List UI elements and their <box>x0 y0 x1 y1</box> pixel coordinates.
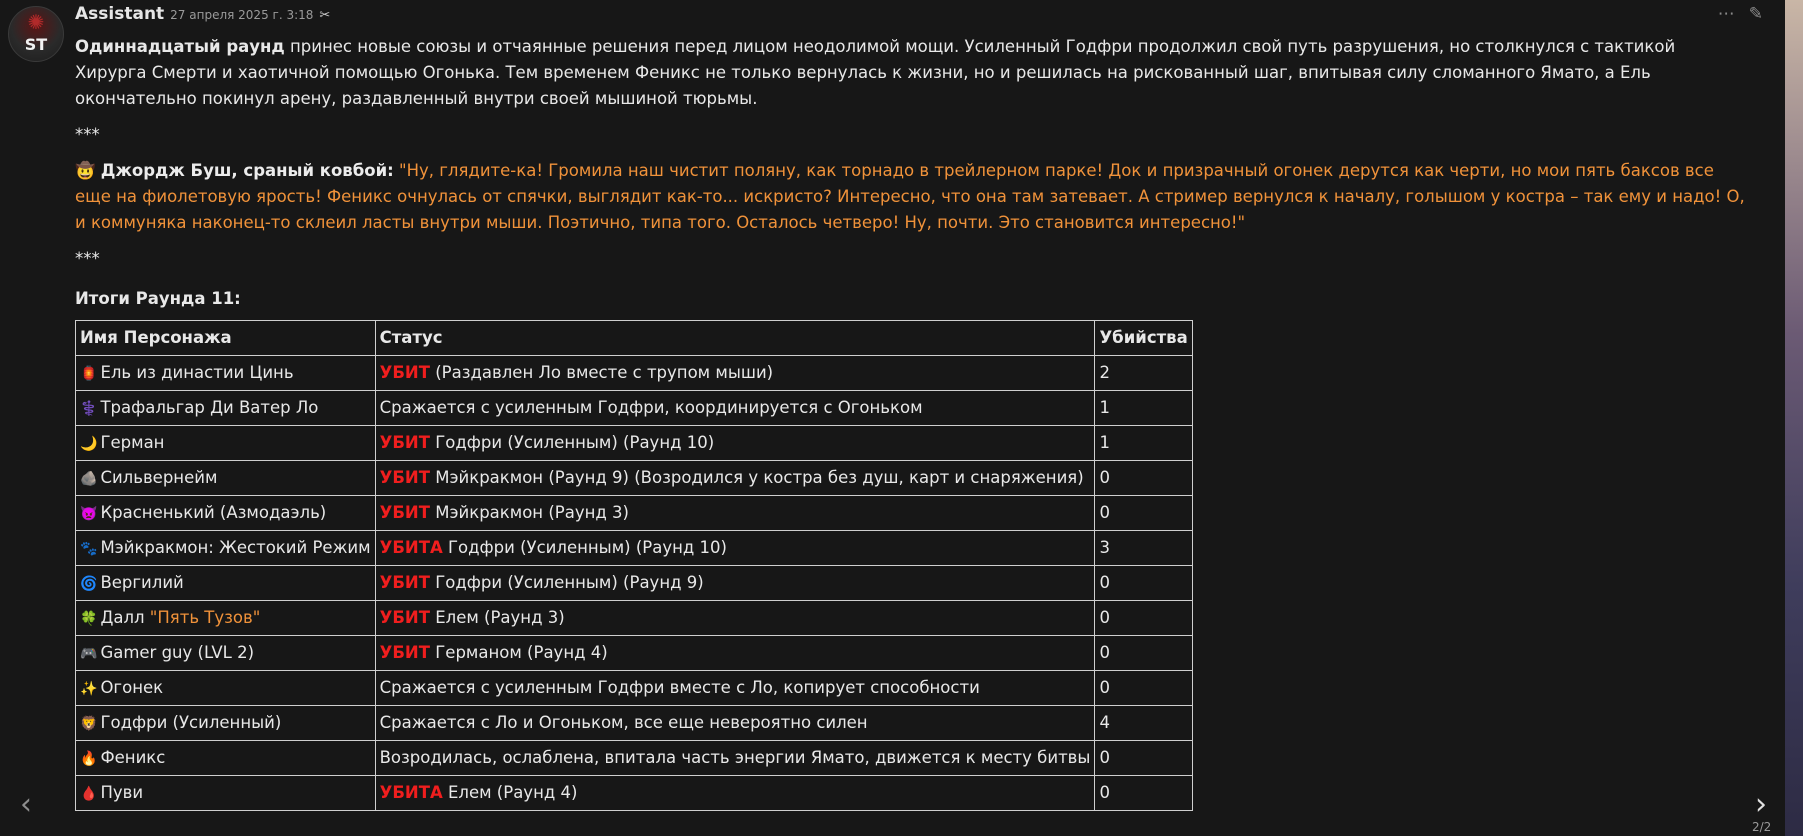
killed-badge: УБИТ <box>379 608 430 627</box>
table-row <box>76 461 1193 496</box>
status-text: Сражается с Ло и Огоньком, все еще невероятно силен <box>379 713 868 732</box>
character-cell <box>76 671 376 706</box>
status-cell <box>375 671 1095 706</box>
quote-paragraph <box>75 158 1745 236</box>
pencil-icon[interactable]: ✎ <box>1748 4 1763 24</box>
character-cell <box>76 391 376 426</box>
avatar-label: ST <box>24 35 48 54</box>
character-name: Феникс <box>100 747 166 767</box>
table-row <box>76 356 1193 391</box>
swipe-icon: ✂ <box>319 8 331 23</box>
kills-cell: 0 <box>1095 601 1192 636</box>
killed-badge: УБИТА <box>379 538 443 557</box>
character-name: Далл <box>100 607 150 627</box>
status-text: Елем (Раунд 4) <box>442 783 578 802</box>
cowboy-icon: 🤠 <box>75 161 96 180</box>
killed-badge: УБИТ <box>379 573 430 592</box>
character-name: Годфри (Усиленный) <box>100 712 282 732</box>
character-icon: 🦁 <box>80 715 98 732</box>
status-cell <box>375 391 1095 426</box>
killed-badge: УБИТА <box>379 783 443 802</box>
character-name: Ель из династии Цинь <box>100 362 294 382</box>
spider-web-icon: ✺ <box>27 10 45 34</box>
intro-bold: Одиннадцатый раунд <box>75 37 285 56</box>
kills-cell: 0 <box>1095 671 1192 706</box>
status-text: Елем (Раунд 3) <box>429 608 565 627</box>
intro-text: принес новые союзы и отчаянные решения перед лицом неодолимой мощи. Усиленный Годфри продолжил свой путь разрушения, но столкнулся с тактикой Хирурга Смерти и хаотичной помощью Огонька. Тем временем Феникс не только вернулась к жизни, но и решилась на рискованный шаг, впитывая силу сломанного Ямато, а Ель окончательно покинул арену, раздавленный внутри своей мышиной тюрьмы. <box>75 37 1676 108</box>
status-cell <box>375 636 1095 671</box>
kills-cell: 2 <box>1095 356 1192 391</box>
table-row <box>76 426 1193 461</box>
character-name: Герман <box>100 432 165 452</box>
separator: *** <box>75 125 100 144</box>
character-icon: ⚕️ <box>80 400 98 417</box>
table-row <box>76 531 1193 566</box>
message-body <box>75 34 1745 811</box>
table-header-row <box>76 321 1193 356</box>
character-cell <box>76 356 376 391</box>
avatar[interactable] <box>8 6 64 62</box>
character-icon: 🔥 <box>80 750 98 767</box>
character-icon: ✨ <box>80 680 98 697</box>
status-text: Годфри (Усиленным) (Раунд 10) <box>429 433 715 452</box>
character-cell <box>76 636 376 671</box>
swipe-counter: 2/2 <box>1752 820 1772 834</box>
status-text: (Раздавлен Ло вместе с трупом мыши) <box>429 363 774 382</box>
table-row <box>76 496 1193 531</box>
separator-2: *** <box>75 249 100 268</box>
character-cell <box>76 531 376 566</box>
background-image-edge <box>1785 0 1803 836</box>
character-cell <box>76 741 376 776</box>
ellipsis-icon[interactable]: ⋯ <box>1717 4 1735 24</box>
kills-cell: 1 <box>1095 426 1192 461</box>
character-icon: 👿 <box>80 505 98 522</box>
table-row <box>76 741 1193 776</box>
prev-swipe-icon[interactable]: ‹ <box>20 787 32 822</box>
killed-badge: УБИТ <box>379 503 430 522</box>
character-name: Красненький (Азмодаэль) <box>100 502 327 522</box>
status-cell <box>375 601 1095 636</box>
character-name: Gamer guy (LVL 2) <box>100 642 255 662</box>
character-cell <box>76 706 376 741</box>
status-text: Годфри (Усиленным) (Раунд 10) <box>442 538 727 557</box>
kills-cell: 0 <box>1095 566 1192 601</box>
character-icon: 🌙 <box>80 435 98 452</box>
kills-cell: 4 <box>1095 706 1192 741</box>
author-name: Assistant <box>75 4 165 24</box>
summary-title: Итоги Раунда 11: <box>75 289 241 308</box>
table-row <box>76 391 1193 426</box>
status-text: Мэйкракмон (Раунд 3) <box>429 503 629 522</box>
next-swipe-icon[interactable]: › <box>1755 787 1767 822</box>
character-cell <box>76 461 376 496</box>
character-icon: 🐾 <box>80 540 98 557</box>
header-kills: Убийства <box>1095 321 1192 356</box>
status-cell <box>375 706 1095 741</box>
timestamp: 27 апреля 2025 г. 3:18 <box>170 8 314 22</box>
quote-text: "Ну, глядите-ка! Громила наш чистит поляну, как торнадо в трейлерном парке! Док и призрачный огонек дерутся как черти, но мои пять баксов все еще на фиолетовую ярость! Феникс очнулась от спячки, выглядит как-то... искристо? Интересно, что она там затевает. А стример вернулся к началу, голышом у костра – так ему и надо! О, и коммуняка наконец-то склеил ласты внутри мыши. Поэтично, типа того. Осталось четверо! Ну, почти. Это становится интересно!" <box>75 161 1745 232</box>
kills-cell: 0 <box>1095 496 1192 531</box>
status-cell <box>375 741 1095 776</box>
status-cell <box>375 566 1095 601</box>
killed-badge: УБИТ <box>379 433 430 452</box>
message-actions <box>1718 4 1763 24</box>
status-cell <box>375 496 1095 531</box>
character-cell <box>76 776 376 811</box>
header-name: Имя Персонажа <box>76 321 376 356</box>
status-cell <box>375 356 1095 391</box>
character-icon: 🍀 <box>80 610 98 627</box>
character-icon: 🩸 <box>80 785 98 802</box>
character-nickname: "Пять Тузов" <box>149 607 261 627</box>
header-status: Статус <box>375 321 1095 356</box>
kills-cell: 0 <box>1095 741 1192 776</box>
status-text: Годфри (Усиленным) (Раунд 9) <box>429 573 704 592</box>
status-cell <box>375 461 1095 496</box>
character-icon: 🏮 <box>80 365 98 382</box>
kills-cell: 3 <box>1095 531 1192 566</box>
table-row <box>76 671 1193 706</box>
character-cell <box>76 566 376 601</box>
status-text: Сражается с усиленным Годфри, координируется с Огоньком <box>379 398 923 417</box>
table-row <box>76 566 1193 601</box>
kills-cell: 0 <box>1095 776 1192 811</box>
table-row <box>76 636 1193 671</box>
character-name: Мэйкракмон: Жестокий Режим <box>100 537 371 557</box>
status-text: Возродилась, ослаблена, впитала часть энергии Ямато, движется к месту битвы <box>379 748 1091 767</box>
table-row <box>76 601 1193 636</box>
killed-badge: УБИТ <box>379 363 430 382</box>
intro-paragraph <box>75 34 1745 112</box>
character-cell <box>76 496 376 531</box>
killed-badge: УБИТ <box>379 643 430 662</box>
status-text: Сражается с усиленным Годфри вместе с Ло, копирует способности <box>379 678 980 697</box>
character-name: Огонек <box>100 677 164 697</box>
character-icon: 🎮 <box>80 645 98 662</box>
character-cell <box>76 426 376 461</box>
character-name: Сильвернейм <box>100 467 218 487</box>
results-table <box>75 320 1193 811</box>
killed-badge: УБИТ <box>379 468 430 487</box>
status-cell <box>375 426 1095 461</box>
status-cell <box>375 776 1095 811</box>
kills-cell: 1 <box>1095 391 1192 426</box>
table-row <box>76 776 1193 811</box>
status-text: Германом (Раунд 4) <box>429 643 608 662</box>
status-cell <box>375 531 1095 566</box>
status-text: Мэйкракмон (Раунд 9) (Возродился у костра без душ, карт и снаряжения) <box>429 468 1084 487</box>
table-row <box>76 706 1193 741</box>
character-name: Трафальгар Ди Ватер Ло <box>100 397 319 417</box>
kills-cell: 0 <box>1095 636 1192 671</box>
speaker-name: Джордж Буш, сраный ковбой: <box>100 161 394 180</box>
character-icon: 🪨 <box>80 470 98 487</box>
character-name: Вергилий <box>100 572 184 592</box>
character-cell <box>76 601 376 636</box>
character-icon: 🌀 <box>80 575 98 592</box>
kills-cell: 0 <box>1095 461 1192 496</box>
character-name: Пуви <box>100 782 144 802</box>
message-header <box>75 4 330 26</box>
